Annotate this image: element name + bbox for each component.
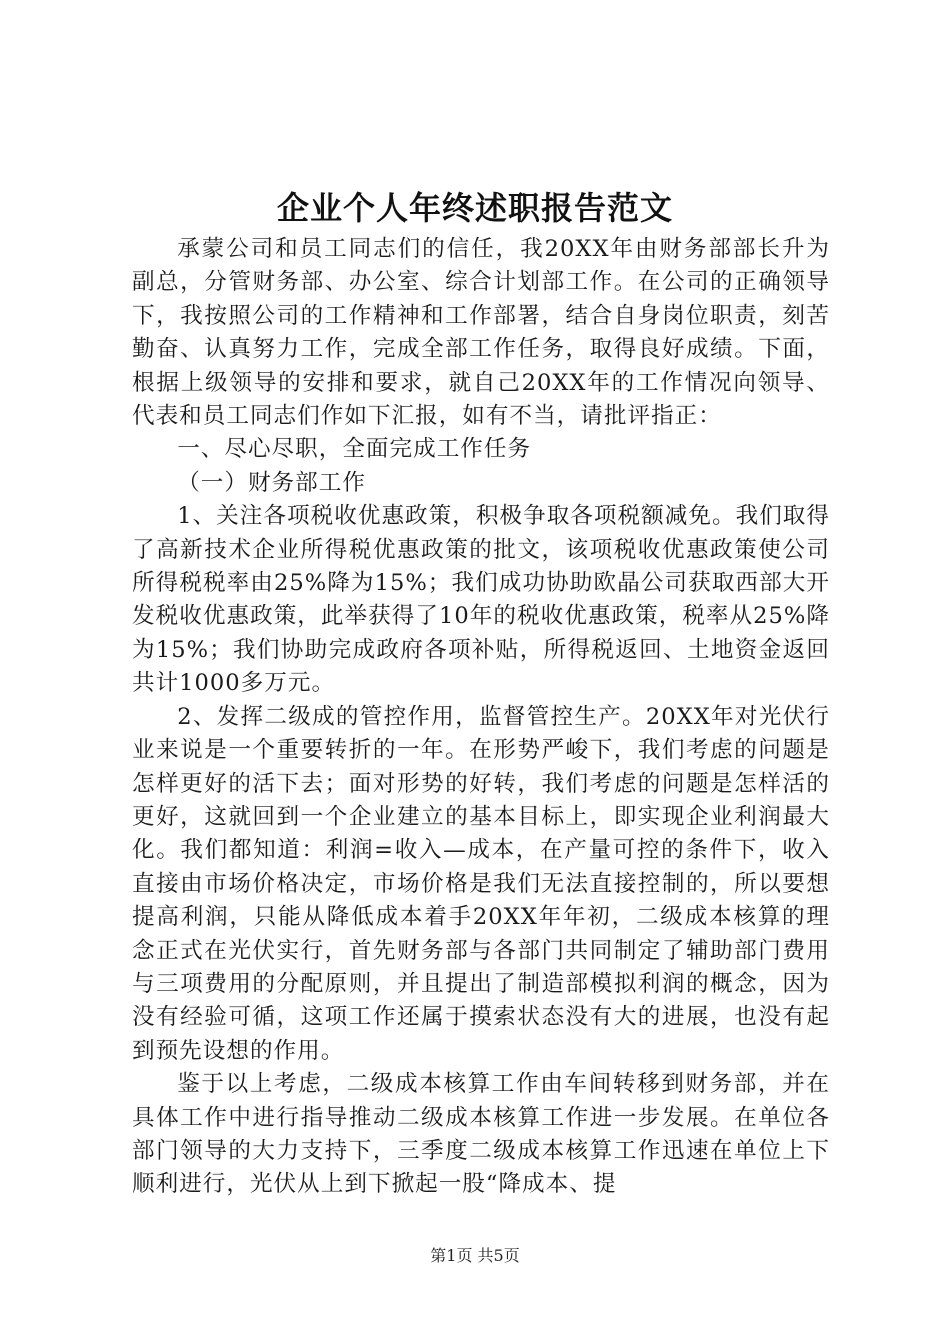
document-title: 企业个人年终述职报告范文 <box>276 189 673 227</box>
document-body <box>132 233 830 1202</box>
paragraph-item-2: 2、发挥二级成的管控作用，监督管控生产。20XX年对光伏行业来说是一个重要转折的一年。在形势严峻下，我们考虑的问题是怎样更好的活下去；面对形势的好转，我们考虑的问题是怎样活的更好，这就回到一个企业建立的基本目标上，即实现企业利润最大化。我们都知道：利润=收入—成本，在产量可控的条件下，收入直接由市场价格决定，市场价格是我们无法直接控制的，所以要想提高利润，只能从降低成本着手20XX年年初，二级成本核算的理念正式在光伏实行，首先财务部与各部门共同制定了辅助部门费用与三项费用的分配原则，并且提出了制造部模拟利润的概念，因为没有经验可循，这项工作还属于摸索状态没有大的进展，也没有起到预先设想的作用。 <box>132 703 830 1064</box>
page-footer: 第1页 共5页 <box>430 1246 520 1265</box>
paragraph-item-1: 1、关注各项税收优惠政策，积极争取各项税额减免。我们取得了高新技术企业所得税优惠政策的批文，该项税收优惠政策使公司所得税税率由25%降为15%；我们成功协助欧晶公司获取西部大开发税收优惠政策，此举获得了10年的税收优惠政策，税率从25%降为15%；我们协助完成政府各项补贴，所得税返回、土地资金返回共计1000多万元。 <box>132 503 830 697</box>
paragraph-continuation: 鉴于以上考虑，二级成本核算工作由车间转移到财务部，并在具体工作中进行指导推动二级成本核算工作进一步发展。在单位各部门领导的大力支持下，三季度二级成本核算工作迅速在单位上下顺利进行，光伏从上到下掀起一股“降成本、提 <box>132 1071 830 1198</box>
subsection-heading: （一）财务部工作 <box>177 469 366 496</box>
paragraph-intro: 承蒙公司和员工同志们的信任，我20XX年由财务部部长升为副总，分管财务部、办公室、综合计划部工作。在公司的正确领导下，我按照公司的工作精神和工作部署，结合自身岗位职责，刻苦勤奋、认真努力工作，完成全部工作任务，取得良好成绩。下面，根据上级领导的安排和要求，就自己20XX年的工作情况向领导、代表和员工同志们作如下汇报，如有不当，请批评指正： <box>132 236 830 430</box>
section-heading: 一、尽心尽职，全面完成工作任务 <box>177 436 532 463</box>
